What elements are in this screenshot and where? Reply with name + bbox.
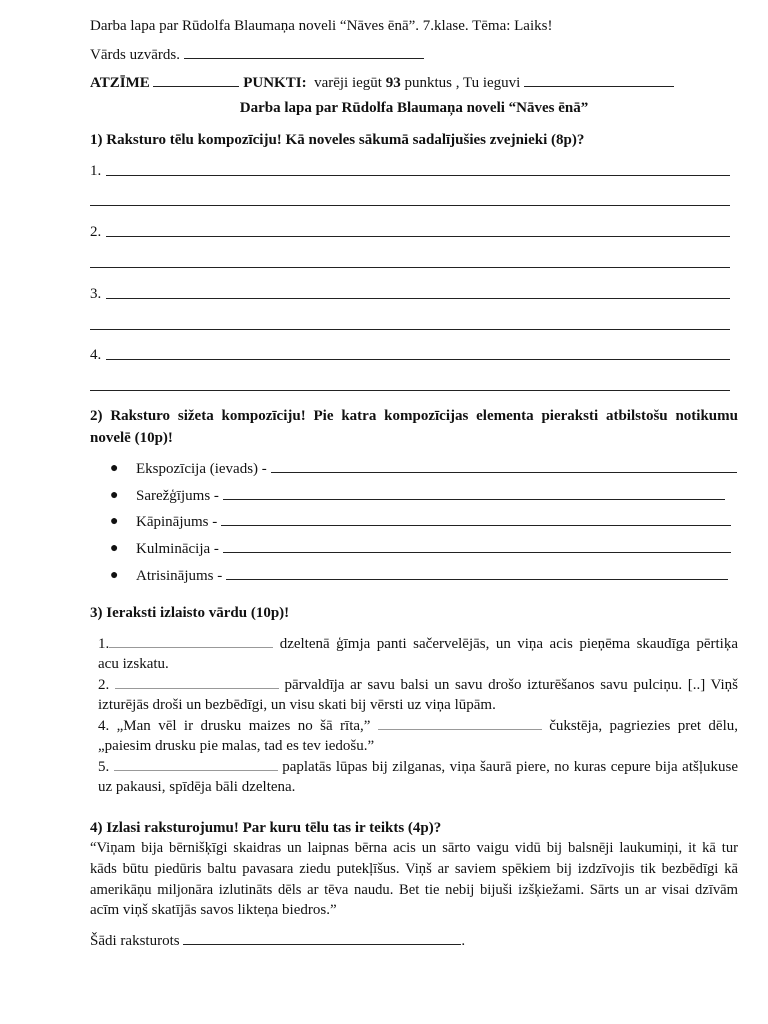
task3-item-2-cont [98, 695, 746, 716]
plot-answer-field[interactable] [223, 485, 725, 500]
task2-heading-text-1: 2) Raksturo sižeta kompozīciju! Pie katra kompozīcijas elementa pieraksti atbilstošu notikumu [90, 408, 738, 424]
task2-heading-line2 [90, 428, 738, 449]
task1-number-2: 2. [90, 224, 102, 240]
item-number: 2. [98, 677, 110, 693]
answer-line-3a[interactable] [106, 298, 730, 299]
task3-heading [90, 603, 738, 624]
task2-heading-line1 [90, 406, 738, 427]
missing-word-field-2[interactable] [115, 674, 279, 689]
item-text: dzeltenā ģīmja panti sačervelējās, un viņa acis pieņēma skaudīga pērtiķa [273, 636, 738, 652]
answer-label: Šādi raksturots [90, 933, 180, 949]
task3-item-4-cont [98, 736, 746, 757]
task4-heading-text: 4) Izlasi raksturojumu! Par kuru tēlu tas ir teikts (4p)? [90, 820, 442, 836]
worksheet-header-line [90, 16, 738, 37]
plot-answer-field[interactable] [226, 565, 728, 580]
plot-answer-field[interactable] [221, 511, 731, 526]
points-field[interactable] [524, 72, 674, 87]
plot-answer-field[interactable] [271, 458, 737, 473]
item-text-cont: uz pakausi, spīdēja bāli dzeltena. [98, 779, 296, 795]
missing-word-field-1[interactable] [109, 633, 273, 648]
task2-heading-text-2: novelē (10p)! [90, 430, 173, 446]
item-text-cont: „paiesim drusku pie malas, tad es tev iedošu.” [98, 738, 375, 754]
bullet-icon: ● [110, 568, 119, 583]
item-text-before: „Man vēl ir drusku maizes no šā rīta,” [109, 718, 378, 734]
item-number: 5. [98, 759, 110, 775]
points-text-b: punktus , Tu ieguvi [404, 75, 521, 91]
task1-number-1: 1. [90, 163, 102, 179]
quote-text: “Viņam bija bērnišķīgi skaidras un laipnas bērna acis un sārto vaigu vidū bij balsnēji laukumiņi, it kā tur [90, 840, 738, 856]
task4-heading [90, 818, 738, 839]
bullet-icon: ● [110, 488, 119, 503]
item-text: čukstēja, pagriezies pret dēlu, [541, 718, 738, 734]
quote-text: amerikāņu miljonāra izlutināts dēls ar tēva naudu. Bet tie nebij bijuši izšķiežami. Sārts un ar visai dzīvām [90, 882, 738, 898]
task3-item-1-cont [98, 654, 746, 675]
answer-line-1b[interactable] [90, 205, 730, 206]
quote-line-1 [90, 838, 738, 859]
quote-text: acīm viņš skatījās savos likteņa biedros.” [90, 902, 337, 918]
bullet-icon: ● [110, 461, 119, 476]
task3-item-1 [98, 633, 738, 655]
item-number: 4. [98, 718, 110, 734]
header-text: Darba lapa par Rūdolfa Blaumaņa noveli “Nāves ēnā”. 7.klase. Tēma: Laiks! [90, 18, 553, 34]
item-text-cont: izturējās droši un bezbēdīgi, un visu skati bij vērsti uz viņa lūpām. [98, 697, 496, 713]
name-field[interactable] [184, 44, 424, 59]
bullet-icon: ● [110, 514, 119, 529]
grade-field[interactable] [153, 72, 239, 87]
plot-answer-field[interactable] [223, 538, 731, 553]
points-label: PUNKTI: [243, 75, 307, 91]
answer-line-4b[interactable] [90, 390, 730, 391]
quote-text: kāds būtu piedūris baltu pavasara ziedu putekļīšus. Viņš ar saviem spēkiem bij izdzīvojis tik bezbēdīgi kā [90, 861, 738, 877]
answer-line-2b[interactable] [90, 267, 730, 268]
grade-row [90, 72, 738, 94]
plot-item-label: Sarežģījums - [136, 488, 219, 504]
task1-number-4: 4. [90, 347, 102, 363]
plot-item-label: Kulminācija - [136, 541, 219, 557]
task1-number-3: 3. [90, 286, 102, 302]
points-max: 93 [385, 75, 401, 91]
plot-item-climax [136, 538, 731, 560]
task1-heading-text: 1) Raksturo tēlu kompozīciju! Kā noveles sākumā sadalījušies zvejnieki (8p)? [90, 132, 585, 148]
quote-line-3 [90, 880, 738, 901]
plot-item-complication [136, 485, 725, 507]
item-number: 1. [98, 636, 110, 652]
task3-item-2 [98, 674, 738, 696]
item-text: paplatās lūpas bij zilganas, viņa šaurā piere, no kuras cepure bija atšļukuse [277, 759, 738, 775]
page-title-text: Darba lapa par Rūdolfa Blaumaņa noveli “Nāves ēnā” [239, 100, 589, 116]
task3-item-5 [98, 756, 738, 778]
task3-item-4 [98, 715, 738, 737]
answer-line-3b[interactable] [90, 329, 730, 330]
item-text-cont: acu izskatu. [98, 656, 169, 672]
plot-item-label: Ekspozīcija (ievads) - [136, 461, 267, 477]
name-row [90, 44, 738, 66]
quote-line-4 [90, 900, 738, 921]
plot-item-resolution [136, 565, 728, 587]
task3-item-5-cont [98, 777, 746, 798]
bullet-icon: ● [110, 541, 119, 556]
answer-line-2a[interactable] [106, 236, 730, 237]
task4-answer-row [90, 930, 738, 952]
points-text-a: varēji iegūt [314, 75, 382, 91]
character-answer-field[interactable] [183, 930, 461, 945]
page-title [90, 98, 738, 119]
answer-end: . [461, 933, 466, 949]
answer-line-4a[interactable] [106, 359, 730, 360]
answer-line-1a[interactable] [106, 175, 730, 176]
task1-heading [90, 130, 738, 151]
plot-item-label: Kāpinājums - [136, 514, 218, 530]
plot-item-label: Atrisinājums - [136, 568, 223, 584]
item-text: pārvaldīja ar savu balsi un savu drošo izturēšanos savu pulciņu. [..] Viņš [278, 677, 738, 693]
missing-word-field-5[interactable] [114, 756, 278, 771]
grade-label: ATZĪME [90, 75, 150, 91]
missing-word-field-4[interactable] [378, 715, 542, 730]
plot-item-rising-action [136, 511, 731, 533]
name-label: Vārds uzvārds. [90, 47, 180, 63]
task3-heading-text: 3) Ieraksti izlaisto vārdu (10p)! [90, 605, 290, 621]
plot-item-exposition [136, 458, 737, 480]
quote-line-2 [90, 859, 738, 880]
